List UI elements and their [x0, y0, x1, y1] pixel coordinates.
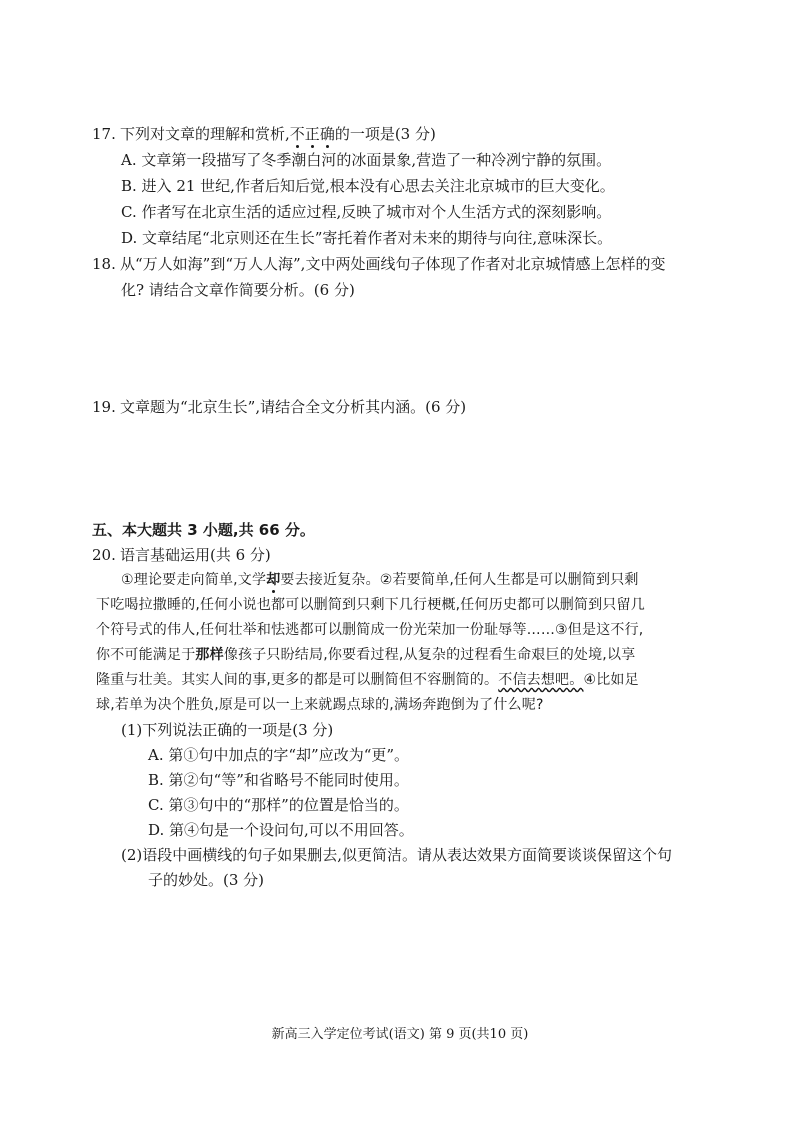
q17-option-d: D. 文章结尾“北京则还在生长”寄托着作者对未来的期待与向往,意味深长。 [121, 229, 613, 247]
q18-line-1 [92, 254, 665, 274]
q18-text-1: 从“万人如海”到“万人人海”,文中两处画线句子体现了作者对北京城情感上怎样的变 [120, 255, 666, 273]
q17-emphasis-char-1: 不 [289, 125, 305, 143]
q20-sub1-option-b: B. 第②句“等”和省略号不能同时使用。 [148, 771, 409, 789]
q20-title: 语言基础运用(共 6 分) [120, 546, 271, 564]
passage-line-1b: 要去接近复杂。②若要简单,任何人生都是可以删简到只剩 [280, 572, 639, 588]
q17-emphasis-char-2: 正 [304, 125, 320, 143]
q19-line [92, 397, 466, 417]
q20-sub1-option-a: A. 第①句中加点的字“却”应改为“更”。 [148, 746, 410, 764]
q17-stem-part-b: 的一项是(3 分) [334, 125, 436, 143]
passage-line-4 [96, 645, 635, 665]
passage-emphasis-que: 却 [266, 572, 281, 588]
passage-line-5a: 隆重与壮美。其实人间的事,更多的都是可以删简但不容删简的。 [96, 672, 499, 688]
q17-emphasis-char-3: 确 [319, 125, 335, 143]
q17-option-a: A. 文章第一段描写了冬季潮白河的冰面景象,营造了一种冷冽宁静的氛围。 [121, 151, 612, 169]
q20-sub1-option-c: C. 第③句中的“那样”的位置是恰当的。 [148, 796, 409, 814]
passage-line-4b: 像孩子只盼结局,你要看过程,从复杂的过程看生命艰巨的处境,以享 [223, 647, 636, 663]
q20-number: 20. [92, 546, 116, 564]
q17-stem-part-a: 下列对文章的理解和赏析, [120, 125, 290, 143]
q18-number: 18. [92, 255, 116, 273]
passage-line-6: 球,若单为决个胜负,原是可以一上来就踢点球的,满场奔跑倒为了什么呢? [96, 697, 544, 713]
q20-sub2-line-1: (2)语段中画横线的句子如果删去,似更简洁。请从表达效果方面简要谈谈保留这个句 [121, 846, 673, 864]
q20-sub1-label: (1)下列说法正确的一项是(3 分) [121, 721, 334, 739]
passage-line-1a: ①理论要走向简单,文学 [121, 572, 267, 588]
q17-option-b: B. 进入 21 世纪,作者后知后觉,根本没有心思去关注北京城市的巨大变化。 [121, 177, 615, 195]
q18-line-2: 化? 请结合文章作简要分析。(6 分) [121, 281, 355, 299]
page-footer: 新高三入学定位考试(语文) 第 9 页(共10 页) [271, 1027, 529, 1042]
passage-line-5 [96, 670, 639, 690]
passage-line-3: 个符号式的伟人,任何壮举和怯逃都可以删简成一份光荣加一份耻辱等……③但是这不行, [96, 622, 644, 638]
passage-line-4a: 你不可能满足于 [96, 647, 196, 663]
q17-option-c: C. 作者写在北京生活的适应过程,反映了城市对个人生活方式的深刻影响。 [121, 203, 612, 221]
passage-line-5b: ④比如足 [583, 672, 639, 688]
passage-underlined-sentence: 不信去想吧。 [498, 672, 584, 688]
section-5-title: 五、本大题共 3 小题,共 66 分。 [92, 521, 315, 539]
passage-line-2: 下吃喝拉撒睡的,任何小说也都可以删简到只剩下几行梗概,任何历史都可以删简到只留几 [96, 597, 645, 613]
q19-text: 文章题为“北京生长”,请结合全文分析其内涵。(6 分) [120, 398, 467, 416]
passage-line-1 [121, 570, 639, 590]
q19-number: 19. [92, 398, 116, 416]
passage-emphasis-nayang: 那样 [195, 647, 224, 663]
q17-stem [92, 124, 436, 144]
q20-sub2-line-2: 子的妙处。(3 分) [148, 871, 265, 889]
q17-number: 17. [92, 125, 116, 143]
q20-title-line [92, 545, 271, 565]
q20-sub1-option-d: D. 第④句是一个设问句,可以不用回答。 [148, 821, 414, 839]
